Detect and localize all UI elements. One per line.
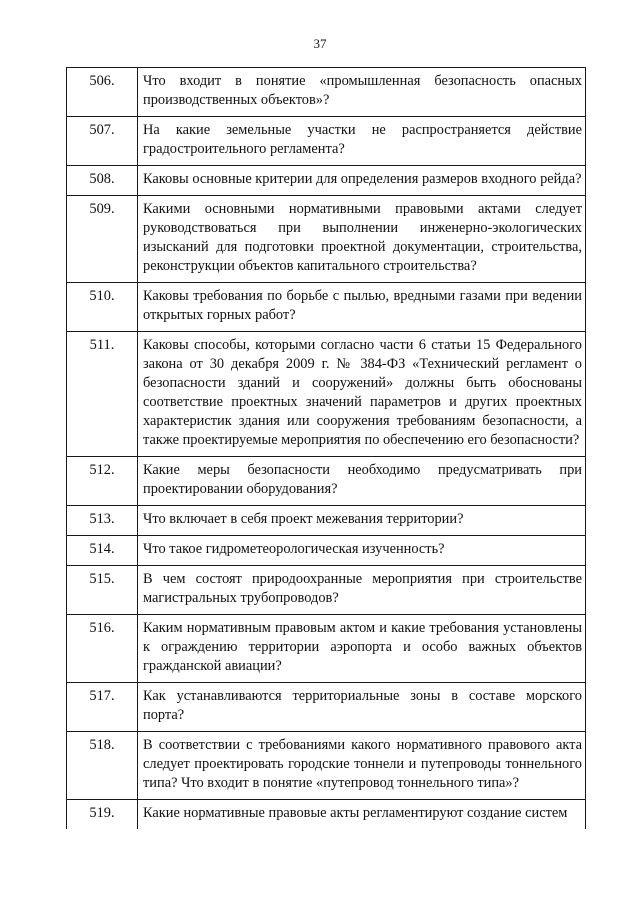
question-text: Что входит в понятие «промышленная безопасность опасных производственных объектов»? xyxy=(138,68,586,117)
row-number: 512. xyxy=(67,457,138,506)
table-row xyxy=(67,800,586,830)
questions-table xyxy=(66,67,586,829)
question-text: В соответствии с требованиями какого нормативного правового акта следует проектировать городские тоннели и путепроводы тоннельного типа? Что входит в понятие «путепровод тоннельного типа»? xyxy=(138,732,586,800)
row-number: 510. xyxy=(67,283,138,332)
row-number: 506. xyxy=(67,68,138,117)
question-text: Какие меры безопасности необходимо предусматривать при проектировании оборудования? xyxy=(138,457,586,506)
table-row xyxy=(67,283,586,332)
table-row xyxy=(67,683,586,732)
row-number: 513. xyxy=(67,506,138,536)
table-row xyxy=(67,196,586,283)
question-text: Что включает в себя проект межевания территории? xyxy=(138,506,586,536)
table-row xyxy=(67,117,586,166)
question-text: Как устанавливаются территориальные зоны в составе морского порта? xyxy=(138,683,586,732)
table-row xyxy=(67,615,586,683)
row-number: 514. xyxy=(67,536,138,566)
row-number: 517. xyxy=(67,683,138,732)
question-text: Каковы основные критерии для определения размеров входного рейда? xyxy=(138,166,586,196)
row-number: 518. xyxy=(67,732,138,800)
table-row xyxy=(67,68,586,117)
row-number: 509. xyxy=(67,196,138,283)
table-row xyxy=(67,457,586,506)
table-row xyxy=(67,332,586,457)
table-row xyxy=(67,506,586,536)
question-text: Каким нормативным правовым актом и какие требования установлены к ограждению территории аэропорта и особо важных объектов гражданской авиации? xyxy=(138,615,586,683)
question-text: Что такое гидрометеорологическая изученность? xyxy=(138,536,586,566)
question-text: В чем состоят природоохранные мероприятия при строительстве магистральных трубопроводов? xyxy=(138,566,586,615)
row-number: 519. xyxy=(67,800,138,830)
table-row xyxy=(67,566,586,615)
row-number: 515. xyxy=(67,566,138,615)
question-text: Какими основными нормативными правовыми актами следует руководствоваться при выполнении инженерно-экологических изысканий для подготовки проектной документации, строительства, реконструкции объектов капитального строительства? xyxy=(138,196,586,283)
row-number: 507. xyxy=(67,117,138,166)
table-row xyxy=(67,536,586,566)
question-text: На какие земельные участки не распространяется действие градостроительного регламента? xyxy=(138,117,586,166)
question-text: Каковы требования по борьбе с пылью, вредными газами при ведении открытых горных работ? xyxy=(138,283,586,332)
page-number: 37 xyxy=(313,36,327,51)
row-number: 511. xyxy=(67,332,138,457)
table-row xyxy=(67,166,586,196)
row-number: 508. xyxy=(67,166,138,196)
question-text: Какие нормативные правовые акты регламентируют создание систем xyxy=(138,800,586,830)
table-row xyxy=(67,732,586,800)
row-number: 516. xyxy=(67,615,138,683)
question-text: Каковы способы, которыми согласно части 6 статьи 15 Федерального закона от 30 декабря 2009 г. № 384-ФЗ «Технический регламент о безопасности зданий и сооружений» должны быть обоснованы соответствие проектных значений параметров и других проектных характеристик здания или сооружения требованиям безопасности, а также проектируемые мероприятия по обеспечению его безопасности? xyxy=(138,332,586,457)
